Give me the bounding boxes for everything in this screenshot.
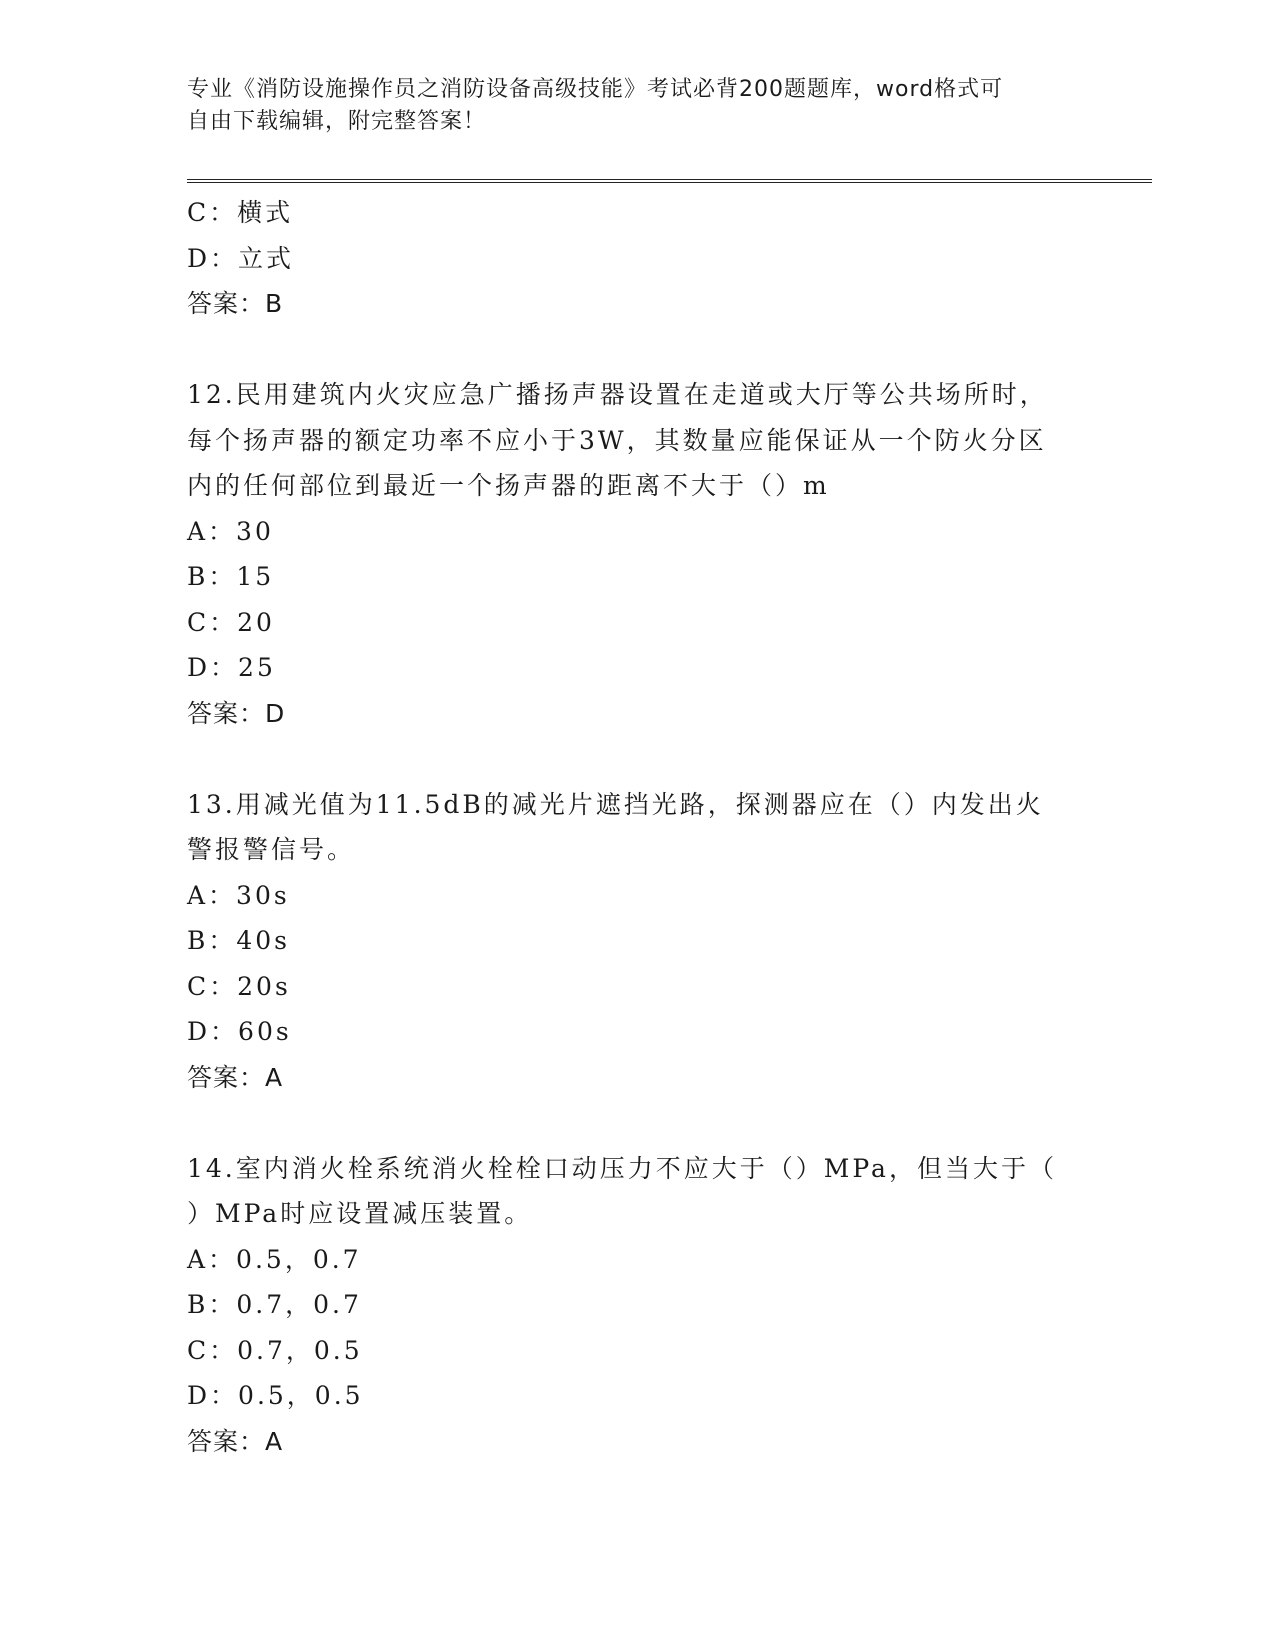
option-c: C：横式: [187, 198, 294, 227]
header-divider: [187, 179, 1152, 183]
header-title-line-1: 专业《消防设施操作员之消防设备高级技能》考试必背200题题库，word格式可: [187, 77, 1004, 102]
question-stem-line: ）MPa时应设置减压装置。: [187, 1199, 533, 1228]
question-12: [187, 372, 1067, 736]
question-list: [187, 190, 1067, 1464]
option-c: C：20: [187, 607, 275, 637]
option-c: C：0.7，0.5: [187, 1335, 363, 1365]
document-header: [187, 74, 1067, 138]
option-a: A：0.5，0.7: [187, 1244, 362, 1274]
option-b: B：40s: [187, 926, 291, 955]
question-stem-line: 13.用减光值为11.5dB的减光片遮挡光路，探测器应在（）内发出火: [187, 789, 1044, 819]
question-14: [187, 1146, 1067, 1465]
question-11-tail: [187, 190, 1067, 327]
question-stem-line: 14.室内消火栓系统消火栓栓口动压力不应大于（）MPa，但当大于（: [187, 1153, 1057, 1183]
answer-line: 答案：A: [187, 1062, 284, 1092]
option-d: D：60s: [187, 1017, 292, 1046]
answer-line: 答案：A: [187, 1426, 284, 1456]
option-a: A：30: [187, 516, 274, 546]
option-b: B：15: [187, 562, 275, 591]
question-stem-line: 12.民用建筑内火灾应急广播扬声器设置在走道或大厅等公共场所时，: [187, 380, 1048, 409]
question-13: [187, 782, 1067, 1101]
question-stem-line: 警报警信号。: [187, 835, 356, 864]
spacer: [187, 1100, 1067, 1146]
answer-line: 答案：B: [187, 289, 284, 318]
option-a: A：30s: [187, 880, 290, 910]
option-b: B：0.7，0.7: [187, 1290, 362, 1319]
question-stem-line: 每个扬声器的额定功率不应小于3W，其数量应能保证从一个防火分区: [187, 425, 1047, 455]
option-c: C：20s: [187, 971, 291, 1001]
header-title-line-2: 自由下载编辑，附完整答案！: [187, 109, 487, 134]
option-d: D：0.5，0.5: [187, 1381, 364, 1410]
option-d: D：立式: [187, 243, 295, 273]
question-stem-line: 内的任何部位到最近一个扬声器的距离不大于（）m: [187, 471, 830, 500]
spacer: [187, 327, 1067, 373]
answer-line: 答案：D: [187, 698, 286, 728]
spacer: [187, 736, 1067, 782]
option-d: D：25: [187, 653, 276, 682]
